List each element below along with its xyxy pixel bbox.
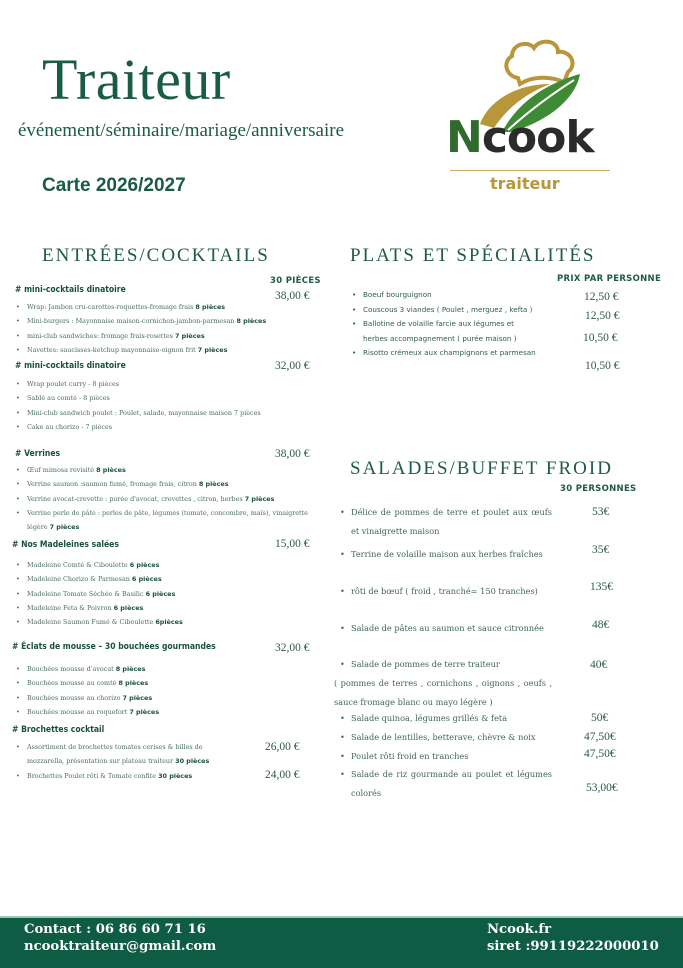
item-price: 35€ — [592, 544, 610, 556]
category-price: 32,00 € — [275, 360, 310, 372]
salades-list — [338, 765, 552, 803]
entrees-column-header: 30 PIÈCES — [270, 276, 321, 286]
category-price: 38,00 € — [275, 290, 310, 302]
list-item: • Cake au chorizo - 7 pièces — [15, 420, 315, 434]
item-list — [15, 558, 315, 629]
logo-tagline: traiteur — [490, 174, 560, 193]
footer-email[interactable]: ncooktraiteur@gmail.com — [24, 939, 217, 954]
footer-website[interactable]: Ncook.fr — [487, 922, 552, 937]
list-item: • Wrap poulet curry - 8 pièces — [15, 377, 315, 391]
page-title: Traiteur — [42, 47, 231, 112]
list-item: • Assortiment de brochettes tomates cerises & billes de mozzarella, présentation sur plateau traiteur 30 pièces — [15, 740, 235, 769]
category-title: # Verrines — [15, 449, 61, 459]
list-item: • Boeuf bourguignon — [350, 288, 540, 303]
item-price: 40€ — [590, 659, 608, 671]
list-item: • Verrine saumon :saumon fumé, fromage frais, citron 8 pièces — [15, 477, 315, 491]
list-item: • Salade de lentilles, betterave, chèvre & noix — [338, 728, 578, 747]
salades-list — [338, 655, 578, 674]
list-item: • Bouchées mousse au roquefort 7 pièces — [15, 705, 315, 719]
list-item: • Madeleine Feta & Poivron 6 pièces — [15, 601, 315, 615]
item-price: 47,50€ — [584, 731, 616, 743]
logo-divider — [450, 170, 610, 171]
list-item: • Salade de pommes de terre traiteur — [338, 655, 578, 674]
footer-bar — [0, 916, 683, 968]
footer-siret: siret :99119222000010 — [487, 939, 659, 954]
item-price: 26,00 € — [265, 741, 300, 753]
list-item: • Salade de riz gourmande au poulet et légumes colorés — [338, 765, 552, 803]
list-item: • Verrine perle de pâte : perles de pâte, légumes (tomate, concombre, maïs), vinaigrette légère 7 pièces — [15, 506, 315, 535]
list-item: • Madeleine Tomate Séchée & Basilic 6 pièces — [15, 587, 315, 601]
category-title: # Nos Madeleines salées — [12, 540, 119, 550]
item-price: 10,50 € — [585, 360, 620, 372]
salades-list — [338, 503, 552, 541]
category-price: 15,00 € — [275, 538, 310, 550]
list-item: • Poulet rôti froid en tranches — [338, 747, 578, 766]
item-price: 12,50 € — [584, 291, 619, 303]
category-price: 32,00 € — [275, 642, 310, 654]
list-item: • Délice de pommes de terre et poulet aux œufs et vinaigrette maison — [338, 503, 552, 541]
ncook-logo — [440, 36, 620, 198]
list-item: • mini-club sandwiches: fromage frais-rosettes 7 pièces — [15, 329, 315, 343]
footer-phone[interactable]: Contact : 06 86 60 71 16 — [24, 922, 206, 937]
list-item: • Bouchées mousse d'avocat 8 pièces — [15, 662, 315, 676]
item-price: 10,50 € — [583, 332, 618, 344]
item-detail: ( pommes de terres , cornichons , oignons , oeufs , sauce fromage blanc ou mayo légère ) — [334, 678, 552, 707]
list-item: • Bouchées mousse au chorizo 7 pièces — [15, 691, 315, 705]
category-title: # mini-cocktails dinatoire — [15, 285, 126, 295]
category-price: 38,00 € — [275, 448, 310, 460]
salades-list — [338, 709, 578, 766]
list-item: • Mini-club sandwich poulet : Poulet, salade, mayonnaise maison 7 pièces — [15, 406, 315, 420]
list-item: • Brochettes Poulet rôti & Tomate confite 30 pièces — [15, 769, 235, 783]
list-item: • Madeleine Chorizo & Parmesan 6 pièces — [15, 572, 315, 586]
list-item: • Wrap: Jambon cru-carottes-roquettes-fromage frais 8 pièces — [15, 300, 315, 314]
list-item: • Sablé au comté - 8 pièces — [15, 391, 315, 405]
section-title-plats: PLATS ET SPÉCIALITÉS — [350, 245, 596, 266]
item-price: 50€ — [591, 712, 609, 724]
list-item: • Bouchées mousse au comté 8 pièces — [15, 676, 315, 690]
item-price: 48€ — [592, 619, 610, 631]
item-list — [15, 377, 315, 434]
item-price: 24,00 € — [265, 769, 300, 781]
list-item: • rôti de bœuf ( froid , tranché= 150 tranches) — [338, 582, 552, 601]
list-item: • Couscous 3 viandes ( Poulet , merguez , kefta ) — [350, 303, 540, 318]
item-list — [15, 463, 315, 534]
category-title: # mini-cocktails dinatoire — [15, 361, 126, 371]
item-list — [15, 662, 315, 719]
list-item: • Salade de pâtes au saumon et sauce citronnée — [338, 619, 552, 638]
item-price: 12,50 € — [585, 310, 620, 322]
logo-cook: cook — [481, 112, 594, 163]
carte-year: Carte 2026/2027 — [42, 175, 186, 196]
item-price: 135€ — [590, 581, 613, 593]
list-item: • Verrine avocat-crevette : purée d'avocat, crevettes , citron, herbes 7 pièces — [15, 492, 315, 506]
salades-list — [338, 582, 552, 601]
list-item: • Terrine de volaille maison aux herbes fraîches — [338, 545, 552, 564]
item-price: 53€ — [592, 506, 610, 518]
logo-n: N — [446, 112, 482, 163]
page-subtitle: événement/séminaire/mariage/anniversaire — [18, 120, 345, 141]
list-item: • Risotto crémeux aux champignons et parmesan — [350, 346, 540, 361]
list-item: • Mini-burgers : Mayonnaise maison-cornichon-jambon-parmesan 8 pièces — [15, 314, 315, 328]
list-item: • Navettes: saucisses-ketchup mayonnaise-oignon frit 7 pièces — [15, 343, 315, 357]
section-title-salades: SALADES/BUFFET FROID — [350, 458, 613, 479]
item-price: 53,00€ — [586, 782, 618, 794]
category-title: # Brochettes cocktail — [12, 725, 105, 735]
list-item: • Ballotine de volaille farcie aux légumes et herbes accompagnement ( purée maison ) — [350, 317, 540, 346]
item-list — [15, 740, 235, 783]
section-title-entrees: ENTRÉES/COCKTAILS — [42, 245, 270, 266]
list-item: • Salade quinoa, légumes grillés & feta — [338, 709, 578, 728]
salades-list — [338, 545, 552, 564]
list-item: • Œuf mimosa revisité 8 pièces — [15, 463, 315, 477]
salades-column-header: 30 PERSONNES — [560, 484, 637, 494]
logo-wordmark — [446, 112, 594, 164]
item-price: 47,50€ — [584, 748, 616, 760]
list-item: • Madeleine Comté & Ciboulette 6 pièces — [15, 558, 315, 572]
category-title: # Éclats de mousse – 30 bouchées gourmandes — [12, 642, 216, 652]
salades-list — [338, 619, 552, 638]
item-list — [15, 300, 315, 357]
plats-column-header: PRIX PAR PERSONNE — [557, 274, 662, 284]
plats-list — [350, 288, 540, 361]
list-item: • Madeleine Saumon Fumé & Ciboulette 6pièces — [15, 615, 315, 629]
